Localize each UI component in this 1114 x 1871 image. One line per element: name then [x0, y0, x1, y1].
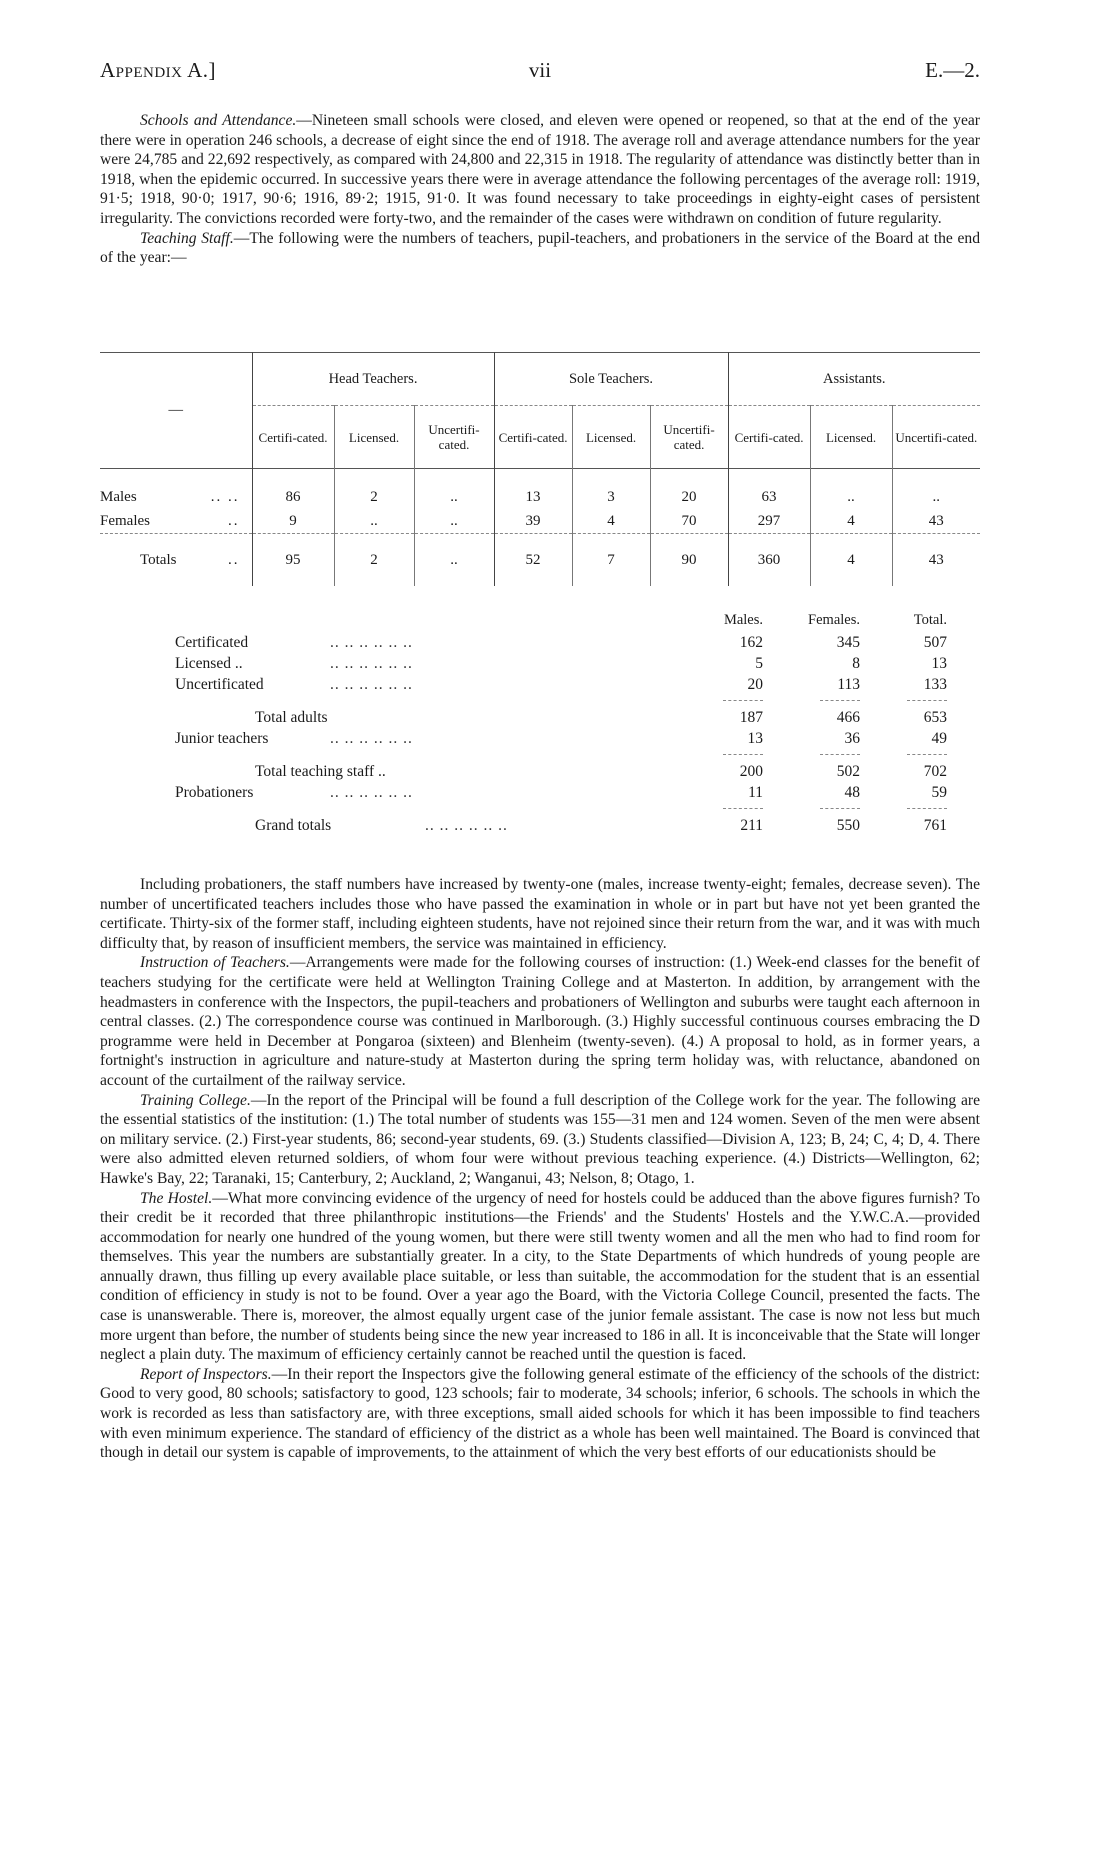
summary-rule [175, 751, 935, 763]
column-header: Uncertifi-cated. [650, 406, 728, 469]
summary-label: Probationers [175, 784, 254, 801]
summary-value: 49 [931, 730, 947, 747]
summary-label: Grand totals [255, 817, 332, 834]
leader-dots: .. .. .. .. .. .. [330, 784, 413, 801]
table-cell: 86 [252, 469, 334, 510]
summary-label: Certificated [175, 634, 249, 651]
header-page-number: vii [528, 58, 552, 82]
summary-rule [175, 697, 935, 709]
summary-label: Total adults [255, 709, 328, 726]
group-assistants: Assistants. [728, 353, 980, 406]
summary-value: 507 [923, 634, 947, 651]
staff-table [100, 352, 980, 586]
summary-row-licensed [175, 655, 947, 676]
summary-value: 211 [740, 817, 763, 834]
column-header: Uncertifi-cated. [414, 406, 494, 469]
paragraph-text: —What more convincing evidence of the urgency of need for hostels could be adduced than the above figures furnish? To their credit be it recorded that three philanthropic institutions—the Friends' and the Students' Hostels and the Y.W.C.A.—provided accommodation for nearly one hundred of the young women, but there were still twenty women and all the men who had to find room for themselves. This year the numbers are substantially greater. In a city, to the State Departments of which hundreds of young people are annually drawn, thus filling up every available place suitable, or less than suitable, the accommodation for the student that is an essential condition of efficiency in study is not to be found. Over a year ago the Board, with the Victoria College Council, presented the facts. The case is unanswerable. There is, moreover, the almost equally urgent case of the junior female assistant. The case is now not less but much more urgent than before, the number of students being since the new year increased to 186 in all. It is inconceivable that the State will longer neglect a plain duty. The maximum of efficiency certainly cannot be reached until the question is faced. [100, 1189, 980, 1364]
table-cell: 7 [572, 534, 650, 587]
summary-label: Licensed .. [175, 655, 243, 672]
summary-value: 48 [844, 784, 860, 801]
table-row-females [100, 509, 980, 534]
column-header: Certifi-cated. [252, 406, 334, 469]
table-cell: 9 [252, 509, 334, 534]
summary-row-junior [175, 730, 947, 751]
summary-row-total-staff [175, 763, 947, 784]
paragraph-report-of-inspectors [100, 1365, 980, 1463]
table-cell: 52 [494, 534, 572, 587]
paragraph-heading: Teaching Staff. [140, 229, 234, 247]
row-label: Males .. .. [100, 488, 240, 505]
table-cell: .. [892, 469, 980, 510]
paragraph-teaching-staff [100, 229, 980, 268]
header-reference: E.—2. [925, 58, 980, 82]
table-corner: — [168, 402, 183, 418]
summary-label: Uncertificated [175, 676, 264, 693]
table-cell: 297 [728, 509, 810, 534]
paragraph-heading: The Hostel. [140, 1189, 213, 1207]
summary-value: 550 [836, 817, 860, 834]
table-row-males [100, 469, 980, 510]
table-cell: 2 [334, 534, 414, 587]
table-cell: 4 [810, 534, 892, 587]
summary-row-uncertificated [175, 676, 947, 697]
summary-value: 653 [923, 709, 947, 726]
summary-label: Junior teachers [175, 730, 269, 747]
table-cell: 2 [334, 469, 414, 510]
table-cell: .. [414, 509, 494, 534]
table-cell: 43 [892, 509, 980, 534]
paragraph-heading: Schools and Attendance. [140, 112, 297, 129]
paragraph-text: Including probationers, the staff numbers have increased by twenty-one (males, increase twenty-eight; females, decrease seven). The number of uncertificated teachers includes those who have passed the examination in whole or in part but have not yet been granted the certificate. Thirty-six of the former staff, including eighteen students, have not rejoined since their return from the war, and it was with much difficulty that, by reason of insufficient members, the service was maintained in efficiency. [100, 876, 980, 952]
text-block-top [100, 111, 980, 268]
column-header: Certifi-cated. [494, 406, 572, 469]
group-head-teachers: Head Teachers. [252, 353, 494, 406]
summary-value: 761 [923, 817, 947, 834]
paragraph-schools-attendance [100, 111, 980, 229]
leader-dots: .. .. .. .. .. .. [425, 817, 508, 834]
table-cell: 4 [572, 509, 650, 534]
table-cell: .. [810, 469, 892, 510]
table-cell: .. [414, 469, 494, 510]
summary-header-row [175, 612, 947, 634]
paragraph-heading: Report of Inspectors. [140, 1365, 272, 1383]
summary-value: 702 [923, 763, 947, 780]
column-header: Licensed. [810, 406, 892, 469]
summary-value: 466 [836, 709, 860, 726]
summary-value: 11 [748, 784, 763, 801]
summary-rule [175, 805, 935, 817]
summary-label: Total teaching staff .. [255, 763, 386, 780]
summary-value: 5 [755, 655, 763, 672]
leader-dots: .. .. .. .. .. .. [330, 634, 413, 651]
staff-summary-table [175, 612, 947, 838]
group-sole-teachers: Sole Teachers. [494, 353, 728, 406]
column-header: Licensed. [334, 406, 414, 469]
summary-header-total: Total. [913, 612, 947, 628]
table-cell: 4 [810, 509, 892, 534]
leader-dots: .. .. .. .. .. .. [330, 676, 413, 693]
paragraph-text: —In their report the Inspectors give the following general estimate of the efficiency of the schools of the district: Good to very good, 80 schools; satisfactory to good, 123 schools; fair to moderate, 34 schools; inferior, 6 schools. The schools in which the work is recorded as less than satisfactory are, with three exceptions, small aided schools for which it has been impossible to find teachers with even minimum experience. The standard of efficiency of the district as a whole has been well maintained. The Board is convinced that though in detail our system is capable of improvements, to the attainment of which the very best efforts of our educationists should be [100, 1365, 980, 1462]
leader-dots: .. .. .. .. .. .. [330, 655, 413, 672]
table-cell: 95 [252, 534, 334, 587]
paragraph-training-college [100, 1091, 980, 1189]
table-cell: 70 [650, 509, 728, 534]
summary-value: 13 [747, 730, 763, 747]
paragraph-hostel [100, 1189, 980, 1365]
table-cell: 63 [728, 469, 810, 510]
summary-row-grand-totals [175, 817, 947, 838]
summary-value: 13 [931, 655, 947, 672]
page-header [100, 58, 980, 88]
column-header: Uncertifi-cated. [892, 406, 980, 469]
summary-row-certificated [175, 634, 947, 655]
table-cell: .. [414, 534, 494, 587]
paragraph-text: —Arrangements were made for the following courses of instruction: (1.) Week-end classes for the benefit of teachers studying for the certificate were held at Wellington Training College and at Masterton. In addition, by arrangement with the headmasters in conference with the Inspectors, the pupil-teachers and probationers of Wellington and suburbs were taught each afternoon in central classes. (2.) The correspondence course was continued in Marlborough. (3.) Highly successful continuous courses embracing the D programme were held in December at Pongaroa (sixteen) and Blenheim (twenty-seven). (4.) A proposal to hold, as in former years, a fortnight's instruction in agriculture and nature-study at Masterton during the spring term holiday was, with reluctance, abandoned on account of the curtailment of the railway service. [100, 954, 980, 1089]
paragraph-heading: Instruction of Teachers. [140, 954, 290, 972]
text-block-bottom [100, 875, 980, 1463]
paragraph-text: —In the report of the Principal will be found a full description of the College work for the year. The following are the essential statistics of the institution: (1.) The total number of students was 155—31 men and 124 women. Seven of the men were absent on military service. (2.) First-year students, 86; second-year students, 69. (3.) Students classified—Division A, 123; B, 24; C, 4; D, 4. There were also admitted eleven returned soldiers, of whom four were without previous teaching experience. (4.) Districts—Wellington, 62; Hawke's Bay, 22; Taranaki, 15; Canterbury, 2; Auckland, 2; Wanganui, 43; Nelson, 8; Otago, 1. [100, 1091, 980, 1187]
summary-header-females: Females. [808, 612, 860, 628]
table-cell: .. [334, 509, 414, 534]
summary-value: 345 [836, 634, 860, 651]
summary-value: 502 [836, 763, 860, 780]
summary-header-males: Males. [723, 612, 763, 628]
table-row-totals [100, 534, 980, 587]
header-appendix: Appendix A.] [100, 58, 217, 82]
table-cell: 39 [494, 509, 572, 534]
row-label: Totals .. [100, 534, 252, 587]
table-cell: 90 [650, 534, 728, 587]
paragraph-heading: Training College. [140, 1091, 251, 1109]
summary-value: 59 [931, 784, 947, 801]
table-cell: 43 [892, 534, 980, 587]
table-cell: 360 [728, 534, 810, 587]
summary-value: 8 [852, 655, 860, 672]
column-header: Certifi-cated. [728, 406, 810, 469]
summary-value: 36 [844, 730, 860, 747]
table-cell: 13 [494, 469, 572, 510]
summary-value: 162 [739, 634, 763, 651]
column-header: Licensed. [572, 406, 650, 469]
summary-row-probationers [175, 784, 947, 805]
leader-dots: .. .. .. .. .. .. [330, 730, 413, 747]
paragraph-instruction-of-teachers [100, 953, 980, 1090]
row-label: Females .. [100, 512, 240, 529]
summary-value: 113 [837, 676, 860, 693]
table-cell: 3 [572, 469, 650, 510]
table-cell: 20 [650, 469, 728, 510]
paragraph-text: —Nineteen small schools were closed, and eleven were opened or reopened, so that at the end of the year there were in operation 246 schools, a decrease of eight since the end of 1918. The average roll and average attendance numbers for the year were 24,785 and 22,692 respectively, as compared with 24,800 and 22,315 in 1918. The regularity of attendance was distinctly better than in 1918, when the epidemic occurred. In successive years there were in average attendance the following percentages of the average roll: 1919, 91·5; 1918, 90·0; 1917, 90·6; 1916, 89·2; 1915, 91·0. It was found necessary to take proceedings in eighty-eight cases of persistent irregularity. The convictions recorded were forty-two, and the remainder of the cases were withdrawn on condition of future regularity. [100, 112, 980, 227]
summary-value: 20 [747, 676, 763, 693]
summary-value: 200 [739, 763, 763, 780]
paragraph-text: —The following were the numbers of teachers, pupil-teachers, and probationers in the service of the Board at the end of the year:— [100, 229, 980, 267]
summary-row-total-adults [175, 709, 947, 730]
summary-value: 187 [739, 709, 763, 726]
summary-value: 133 [923, 676, 947, 693]
paragraph-including-probationers [100, 875, 980, 953]
